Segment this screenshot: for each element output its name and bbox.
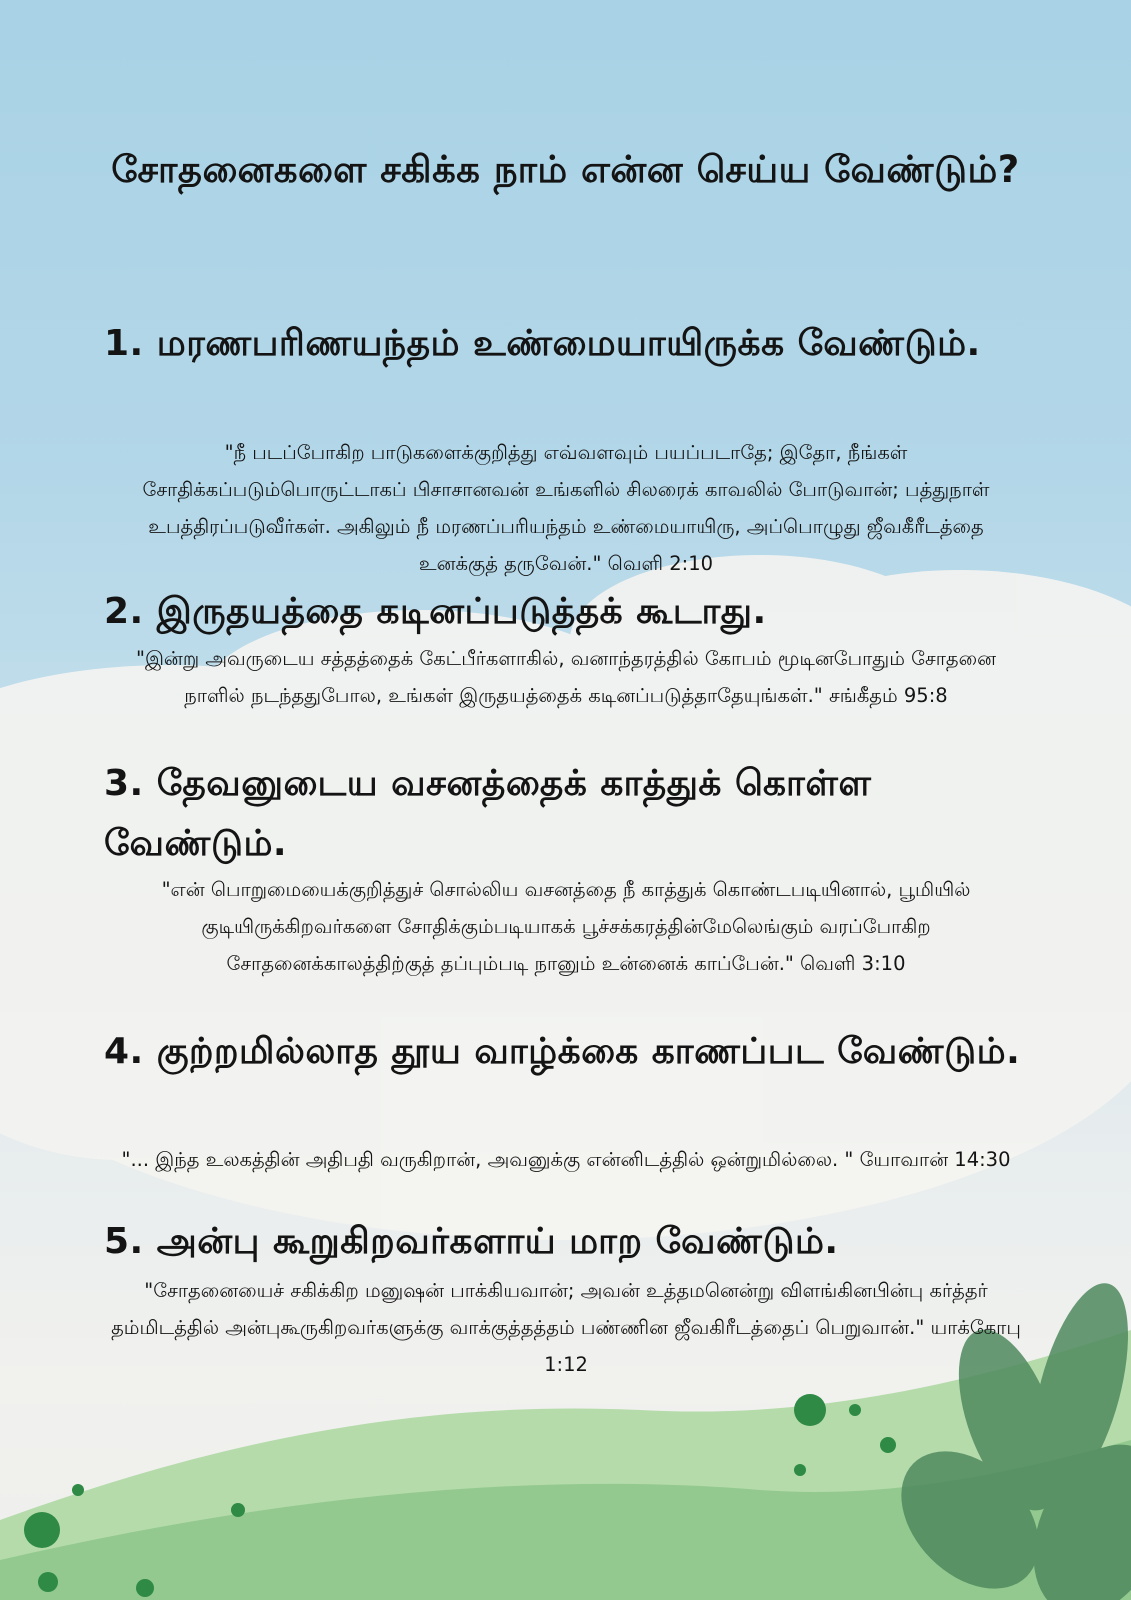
point-heading-4: 4. குற்றமில்லாத தூய வாழ்க்கை காணப்பட வேண்டும்.: [104, 1031, 1021, 1072]
point-quote-4: "... இந்த உலகத்தின் அதிபதி வருகிறான், அவனுக்கு என்னிடத்தில் ஒன்றுமில்லை. " யோவான் 14:30: [121, 1148, 1011, 1171]
point-quote-1: "நீ படப்போகிற பாடுகளைக்குறித்து எவ்வளவும் பயப்படாதே; இதோ, நீங்கள் சோதிக்கப்படும்பொருட்டாகப் பிசாசானவன் உங்களில் சிலரைக் காவலில் போடுவான்; பத்துநாள் உபத்திரப்படுவீர்கள். அகிலும் நீ மரணப்பரியந்தம் உண்மையாயிரு, அப்பொழுது ஜீவகீரீடத்தை உனக்குத் தருவேன்." வெளி 2:10: [142, 441, 990, 575]
point-heading-3: 3. தேவனுடைய வசனத்தைக் காத்துக் கொள்ள வேண்டும்.: [104, 763, 872, 864]
point-quote-3: "என் பொறுமையைக்குறித்துச் சொல்லிய வசனத்தை நீ காத்துக் கொண்டபடியினால், பூமியில் குடியிருக்கிறவர்களை சோதிக்கும்படியாகக் பூச்சக்கரத்தின்மேலெங்கும் வரப்போகிற சோதனைக்காலத்திற்குத் தப்பும்படி நானும் உன்னைக் காப்பேன்." வெளி 3:10: [161, 878, 971, 975]
point-quote-5: "சோதனையைச் சகிக்கிற மனுஷன் பாக்கியவான்; அவன் உத்தமனென்று விளங்கினபின்பு கர்த்தர் தம்மிடத்தில் அன்புகூருகிறவர்களுக்கு வாக்குத்தத்தம் பண்ணின ஜீவகிரீடத்தைப் பெறுவான்." யாக்கோபு 1:12: [111, 1279, 1021, 1376]
point-heading-2: 2. இருதயத்தை கடினப்படுத்தக் கூடாது.: [104, 591, 767, 632]
point-heading-1: 1. மரணபரிணயந்தம் உண்மையாயிருக்க வேண்டும்.: [104, 323, 981, 364]
point-heading-5: 5. அன்பு கூறுகிறவர்களாய் மாற வேண்டும்.: [104, 1221, 839, 1262]
page-title: சோதனைகளை சகிக்க நாம் என்ன செய்ய வேண்டும்?: [111, 148, 1020, 191]
point-quote-2: "இன்று அவருடைய சத்தத்தைக் கேட்பீர்களாகில், வனாந்தரத்தில் கோபம் மூடினபோதும் சோதனை நாளில் நடந்ததுபோல, உங்கள் இருதயத்தைக் கடினப்படுத்தாதேயுங்கள்." சங்கீதம் 95:8: [136, 647, 996, 707]
